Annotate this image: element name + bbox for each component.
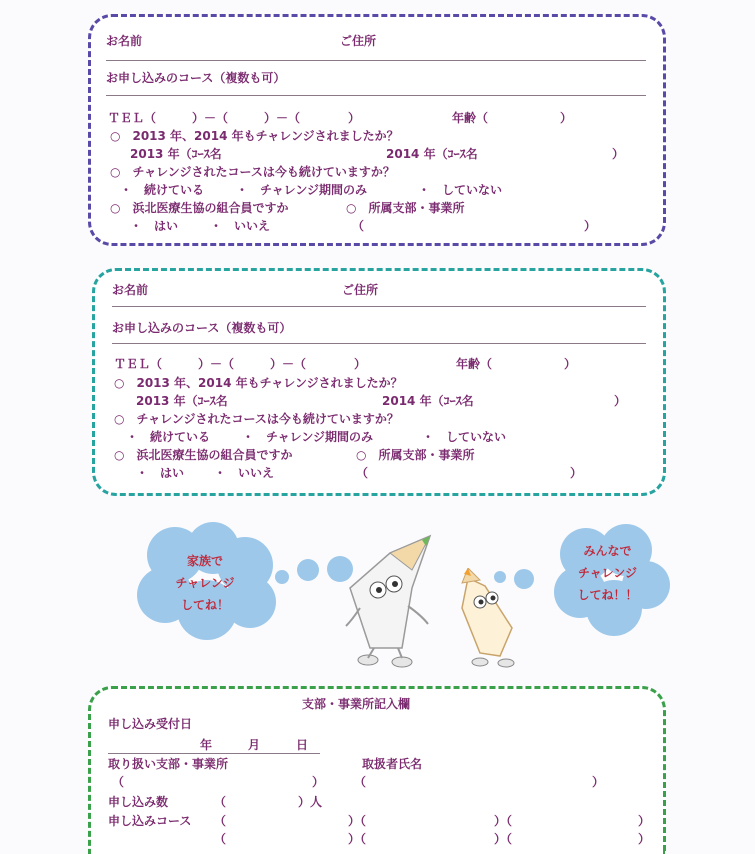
handler-name-close: ） xyxy=(592,775,605,789)
branch-office-close: ） xyxy=(312,775,325,789)
course-2014-field[interactable]: 2014 年（ｺｰｽ名 xyxy=(386,147,478,161)
course-label: お申し込みのコース（複数も可） xyxy=(106,71,286,85)
question-prev-challenge: ○ 2013 年、2014 年もチャレンジされましたか？ xyxy=(110,129,399,143)
course-close-2: ） xyxy=(638,832,651,846)
branch-office-label: 取り扱い支部・事業所 xyxy=(108,757,229,771)
office-section-title: 支部・事業所記入欄 xyxy=(302,697,411,711)
course-2013-field[interactable]: 2013 年（ｺｰｽ名 xyxy=(130,147,222,161)
course-field-1[interactable]: （ xyxy=(214,814,227,828)
option-not-continuing[interactable]: ・ していない xyxy=(418,183,503,197)
tel-field[interactable]: ＴＥＬ（ ）－（ ）－（ ） xyxy=(114,357,367,371)
address-label: ご住所 xyxy=(340,34,377,48)
course-field-6[interactable]: ）（ xyxy=(494,832,513,846)
course-2014-field[interactable]: 2014 年（ｺｰｽ名 xyxy=(382,394,474,408)
course-field-4[interactable]: （ xyxy=(214,832,227,846)
count-field[interactable]: （ xyxy=(214,795,227,809)
tel-field[interactable]: ＴＥＬ（ ）－（ ）－（ ） xyxy=(108,111,361,125)
count-unit: ）人 xyxy=(298,795,323,809)
option-period-only[interactable]: ・ チャレンジ期間のみ xyxy=(236,183,368,197)
bubble-text-right: みんなで チャレンジ してね！！ xyxy=(577,544,638,602)
bubble-text-left: 家族で チャレンジ してね！ xyxy=(175,554,235,612)
name-label: お名前 xyxy=(106,34,143,48)
pencil-character-small xyxy=(450,568,535,668)
course-field-2[interactable]: ）（ xyxy=(348,814,367,828)
course-field-5[interactable]: ）（ xyxy=(348,832,367,846)
question-prev-challenge: ○ 2013 年、2014 年もチャレンジされましたか？ xyxy=(114,376,403,390)
option-no[interactable]: ・ いいえ xyxy=(214,466,275,480)
branch-paren-open[interactable]: （ xyxy=(352,219,365,233)
option-continuing[interactable]: ・ 続けている xyxy=(120,183,205,197)
course-label: お申し込みのコース（複数も可） xyxy=(112,321,292,335)
question-continue: ○ チャレンジされたコースは今も続けていますか？ xyxy=(110,165,395,179)
option-period-only[interactable]: ・ チャレンジ期間のみ xyxy=(242,430,374,444)
name-label: お名前 xyxy=(112,283,149,297)
course-close-1: ） xyxy=(638,814,651,828)
received-date-label: 申し込み受付日 xyxy=(108,717,193,731)
received-date-field[interactable]: 年 月 日 xyxy=(200,738,309,752)
option-yes[interactable]: ・ はい xyxy=(130,219,179,233)
course-label: 申し込みコース xyxy=(108,814,192,828)
name-line[interactable] xyxy=(106,60,646,61)
age-field[interactable]: 年齢（ ） xyxy=(452,111,573,125)
option-yes[interactable]: ・ はい xyxy=(136,466,185,480)
branch-paren-open[interactable]: （ xyxy=(356,466,369,480)
question-member: ○ 浜北医療生協の組合員ですか xyxy=(114,448,293,462)
course-field-3[interactable]: ）（ xyxy=(494,814,513,828)
option-not-continuing[interactable]: ・ していない xyxy=(422,430,507,444)
option-no[interactable]: ・ いいえ xyxy=(210,219,271,233)
close-paren: ） xyxy=(612,147,625,161)
pencil-character-large xyxy=(330,528,450,673)
name-line[interactable] xyxy=(112,306,646,307)
received-date-line xyxy=(108,753,320,754)
age-field[interactable]: 年齢（ ） xyxy=(456,357,577,371)
handler-name-label: 取扱者氏名 xyxy=(362,757,423,771)
branch-office-field[interactable]: （ xyxy=(112,775,125,789)
option-continuing[interactable]: ・ 続けている xyxy=(126,430,211,444)
branch-paren-close: ） xyxy=(570,466,583,480)
question-continue: ○ チャレンジされたコースは今も続けていますか？ xyxy=(114,412,399,426)
close-paren: ） xyxy=(614,394,627,408)
question-member: ○ 浜北医療生協の組合員ですか xyxy=(110,201,289,215)
branch-label: ○ 所属支部・事業所 xyxy=(346,201,465,215)
branch-paren-close: ） xyxy=(584,219,597,233)
handler-name-field[interactable]: （ xyxy=(354,775,367,789)
count-label: 申し込み数 xyxy=(108,795,169,809)
course-line[interactable] xyxy=(112,343,646,344)
branch-label: ○ 所属支部・事業所 xyxy=(356,448,475,462)
address-label: ご住所 xyxy=(342,283,379,297)
course-2013-field[interactable]: 2013 年（ｺｰｽ名 xyxy=(136,394,228,408)
course-line[interactable] xyxy=(106,95,646,96)
